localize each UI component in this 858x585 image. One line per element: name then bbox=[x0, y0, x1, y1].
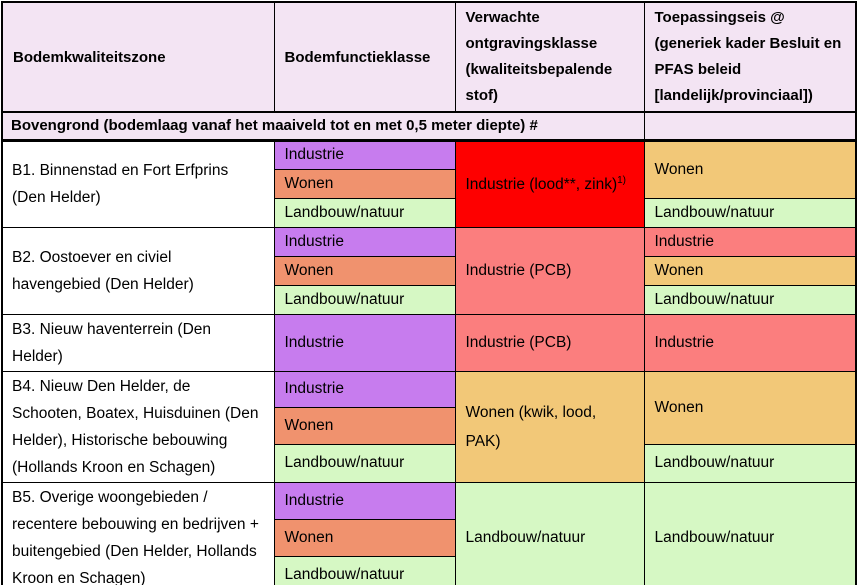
header-bodemkwaliteitszone: Bodemkwaliteitszone bbox=[2, 2, 274, 112]
func-cell-b1-industrie: Industrie bbox=[274, 140, 455, 169]
toepassing-cell-b2-landbouw: Landbouw/natuur bbox=[644, 285, 856, 314]
toepassing-cell-b1-wonen: Wonen bbox=[644, 140, 856, 198]
toepassing-cell-b4-wonen: Wonen bbox=[644, 371, 856, 444]
ontgraving-footnote-b1: 1) bbox=[617, 174, 627, 186]
toepassing-cell-b4-landbouw: Landbouw/natuur bbox=[644, 444, 856, 482]
ontgraving-cell-b3: Industrie (PCB) bbox=[455, 314, 644, 371]
ontgraving-cell-b5: Landbouw/natuur bbox=[455, 482, 644, 585]
header-ontgravingsklasse: Verwachte ontgravingsklasse (kwaliteitsbepalende stof) bbox=[455, 2, 644, 112]
func-cell-b2-industrie: Industrie bbox=[274, 227, 455, 256]
section-band-empty-cell bbox=[644, 112, 856, 140]
ontgraving-cell-b4: Wonen (kwik, lood, PAK) bbox=[455, 371, 644, 482]
zone-cell-b3: B3. Nieuw haventerrein (Den Helder) bbox=[2, 314, 274, 371]
func-cell-b2-landbouw: Landbouw/natuur bbox=[274, 285, 455, 314]
zone-cell-b2: B2. Oostoever en civiel havengebied (Den Helder) bbox=[2, 227, 274, 314]
toepassing-cell-b1-landbouw: Landbouw/natuur bbox=[644, 198, 856, 227]
toepassing-cell-b3-industrie: Industrie bbox=[644, 314, 856, 371]
func-cell-b4-wonen: Wonen bbox=[274, 408, 455, 445]
zone-cell-b4: B4. Nieuw Den Helder, de Schooten, Boatex, Huisduinen (Den Helder), Historische bebouwing (Hollands Kroon en Schagen) bbox=[2, 371, 274, 482]
func-cell-b1-wonen: Wonen bbox=[274, 169, 455, 198]
func-cell-b4-landbouw: Landbouw/natuur bbox=[274, 444, 455, 482]
header-bodemfunctieklasse: Bodemfunctieklasse bbox=[274, 2, 455, 112]
func-cell-b5-wonen: Wonen bbox=[274, 519, 455, 556]
header-toepassingseis: Toepassingseis @ (generiek kader Besluit en PFAS beleid [landelijk/provinciaal]) bbox=[644, 2, 856, 112]
toepassing-cell-b2-industrie: Industrie bbox=[644, 227, 856, 256]
zone-cell-b1: B1. Binnenstad en Fort Erfprins (Den Helder) bbox=[2, 140, 274, 227]
ontgraving-cell-b2: Industrie (PCB) bbox=[455, 227, 644, 314]
func-cell-b5-landbouw: Landbouw/natuur bbox=[274, 556, 455, 585]
toepassing-cell-b2-wonen: Wonen bbox=[644, 256, 856, 285]
func-cell-b5-industrie: Industrie bbox=[274, 482, 455, 519]
func-cell-b3-industrie: Industrie bbox=[274, 314, 455, 371]
func-cell-b2-wonen: Wonen bbox=[274, 256, 455, 285]
func-cell-b1-landbouw: Landbouw/natuur bbox=[274, 198, 455, 227]
section-band-bovengrond: Bovengrond (bodemlaag vanaf het maaiveld tot en met 0,5 meter diepte) # bbox=[2, 112, 644, 140]
ontgraving-text-b1: Industrie (lood**, zink) bbox=[465, 175, 618, 193]
zone-cell-b5: B5. Overige woongebieden / recentere bebouwing en bedrijven + buitengebied (Den Helder, Hollands Kroon en Schagen) bbox=[2, 482, 274, 585]
ontgraving-cell-b1 bbox=[455, 140, 644, 227]
func-cell-b4-industrie: Industrie bbox=[274, 371, 455, 408]
toepassing-cell-b5-landbouw: Landbouw/natuur bbox=[644, 482, 856, 585]
soil-quality-table bbox=[1, 1, 857, 585]
